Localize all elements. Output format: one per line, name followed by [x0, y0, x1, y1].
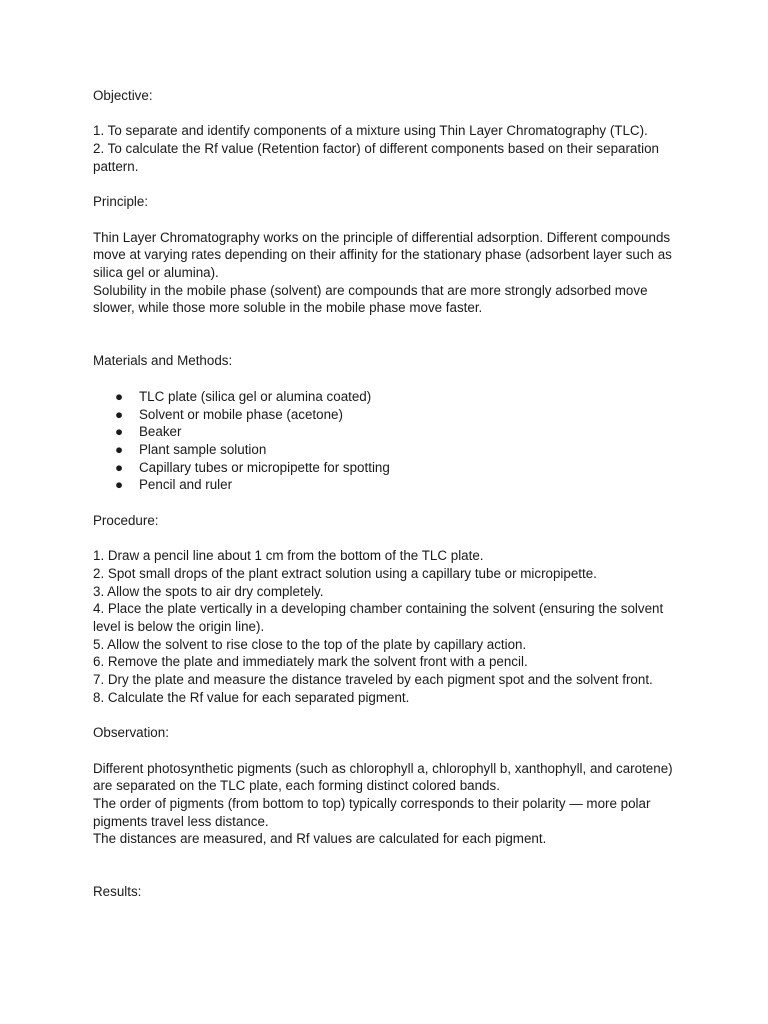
list-item: [93, 406, 673, 424]
procedure-step-3: 3. Allow the spots to air dry completely.: [93, 583, 324, 599]
procedure-step-5: 5. Allow the solvent to rise close to the top of the plate by capillary action.: [93, 636, 527, 652]
document-page: [93, 87, 673, 901]
principle-heading: Principle:: [93, 194, 149, 210]
bullet-icon: ●: [115, 388, 124, 404]
bullet-icon: ●: [115, 424, 124, 440]
bullet-icon: ●: [115, 477, 124, 493]
procedure-step-2: 2. Spot small drops of the plant extract solution using a capillary tube or micropipette.: [93, 565, 597, 581]
results-heading: Results:: [93, 884, 142, 900]
materials-list: [93, 388, 673, 494]
list-item: [93, 388, 673, 406]
procedure-step-4: 4. Place the plate vertically in a developing chamber containing the solvent (ensuring the solvent level is below the origin line).: [93, 601, 664, 634]
procedure-step-8: 8. Calculate the Rf value for each separated pigment.: [93, 689, 410, 705]
objective-item-1: 1. To separate and identify components of a mixture using Thin Layer Chromatography (TLC).: [93, 123, 648, 139]
materials-item-text: Pencil and ruler: [139, 477, 233, 493]
list-item: [93, 423, 673, 441]
procedure-step-1: 1. Draw a pencil line about 1 cm from the bottom of the TLC plate.: [93, 548, 484, 564]
procedure-heading: Procedure:: [93, 512, 159, 528]
materials-item-text: Solvent or mobile phase (acetone): [139, 406, 343, 422]
materials-item-text: Beaker: [139, 424, 182, 440]
list-item: [93, 476, 673, 494]
observation-paragraph-2: The order of pigments (from bottom to top) typically corresponds to their polarity — more polar pigments travel less distance.: [93, 795, 651, 829]
procedure-step-6: 6. Remove the plate and immediately mark the solvent front with a pencil.: [93, 654, 528, 670]
observation-paragraph-1: Different photosynthetic pigments (such as chlorophyll a, chlorophyll b, xanthophyll, and carotene) are separated on the TLC plate, each forming distinct colored bands.: [93, 760, 673, 794]
list-item: [93, 441, 673, 459]
principle-paragraph-1: Thin Layer Chromatography works on the principle of differential adsorption. Different compounds move at varying rates depending on their affinity for the stationary phase (adsorbent layer such as silica gel or alumina).: [93, 229, 672, 280]
list-item: [93, 459, 673, 477]
procedure-step-7: 7. Dry the plate and measure the distance traveled by each pigment spot and the solvent front.: [93, 672, 653, 688]
bullet-icon: ●: [115, 406, 124, 422]
observation-paragraph-3: The distances are measured, and Rf values are calculated for each pigment.: [93, 831, 547, 847]
materials-item-text: TLC plate (silica gel or alumina coated): [139, 388, 372, 404]
objective-heading: Objective:: [93, 88, 153, 103]
bullet-icon: ●: [115, 459, 124, 475]
objective-item-2: 2. To calculate the Rf value (Retention factor) of different components based on their separation pattern.: [93, 141, 659, 174]
bullet-icon: ●: [115, 441, 124, 457]
observation-heading: Observation:: [93, 725, 169, 741]
materials-item-text: Capillary tubes or micropipette for spotting: [139, 459, 390, 475]
principle-paragraph-2: Solubility in the mobile phase (solvent) are compounds that are more strongly adsorbed move slower, while those more soluble in the mobile phase move faster.: [93, 282, 648, 316]
materials-item-text: Plant sample solution: [139, 441, 267, 457]
materials-heading: Materials and Methods:: [93, 353, 233, 369]
